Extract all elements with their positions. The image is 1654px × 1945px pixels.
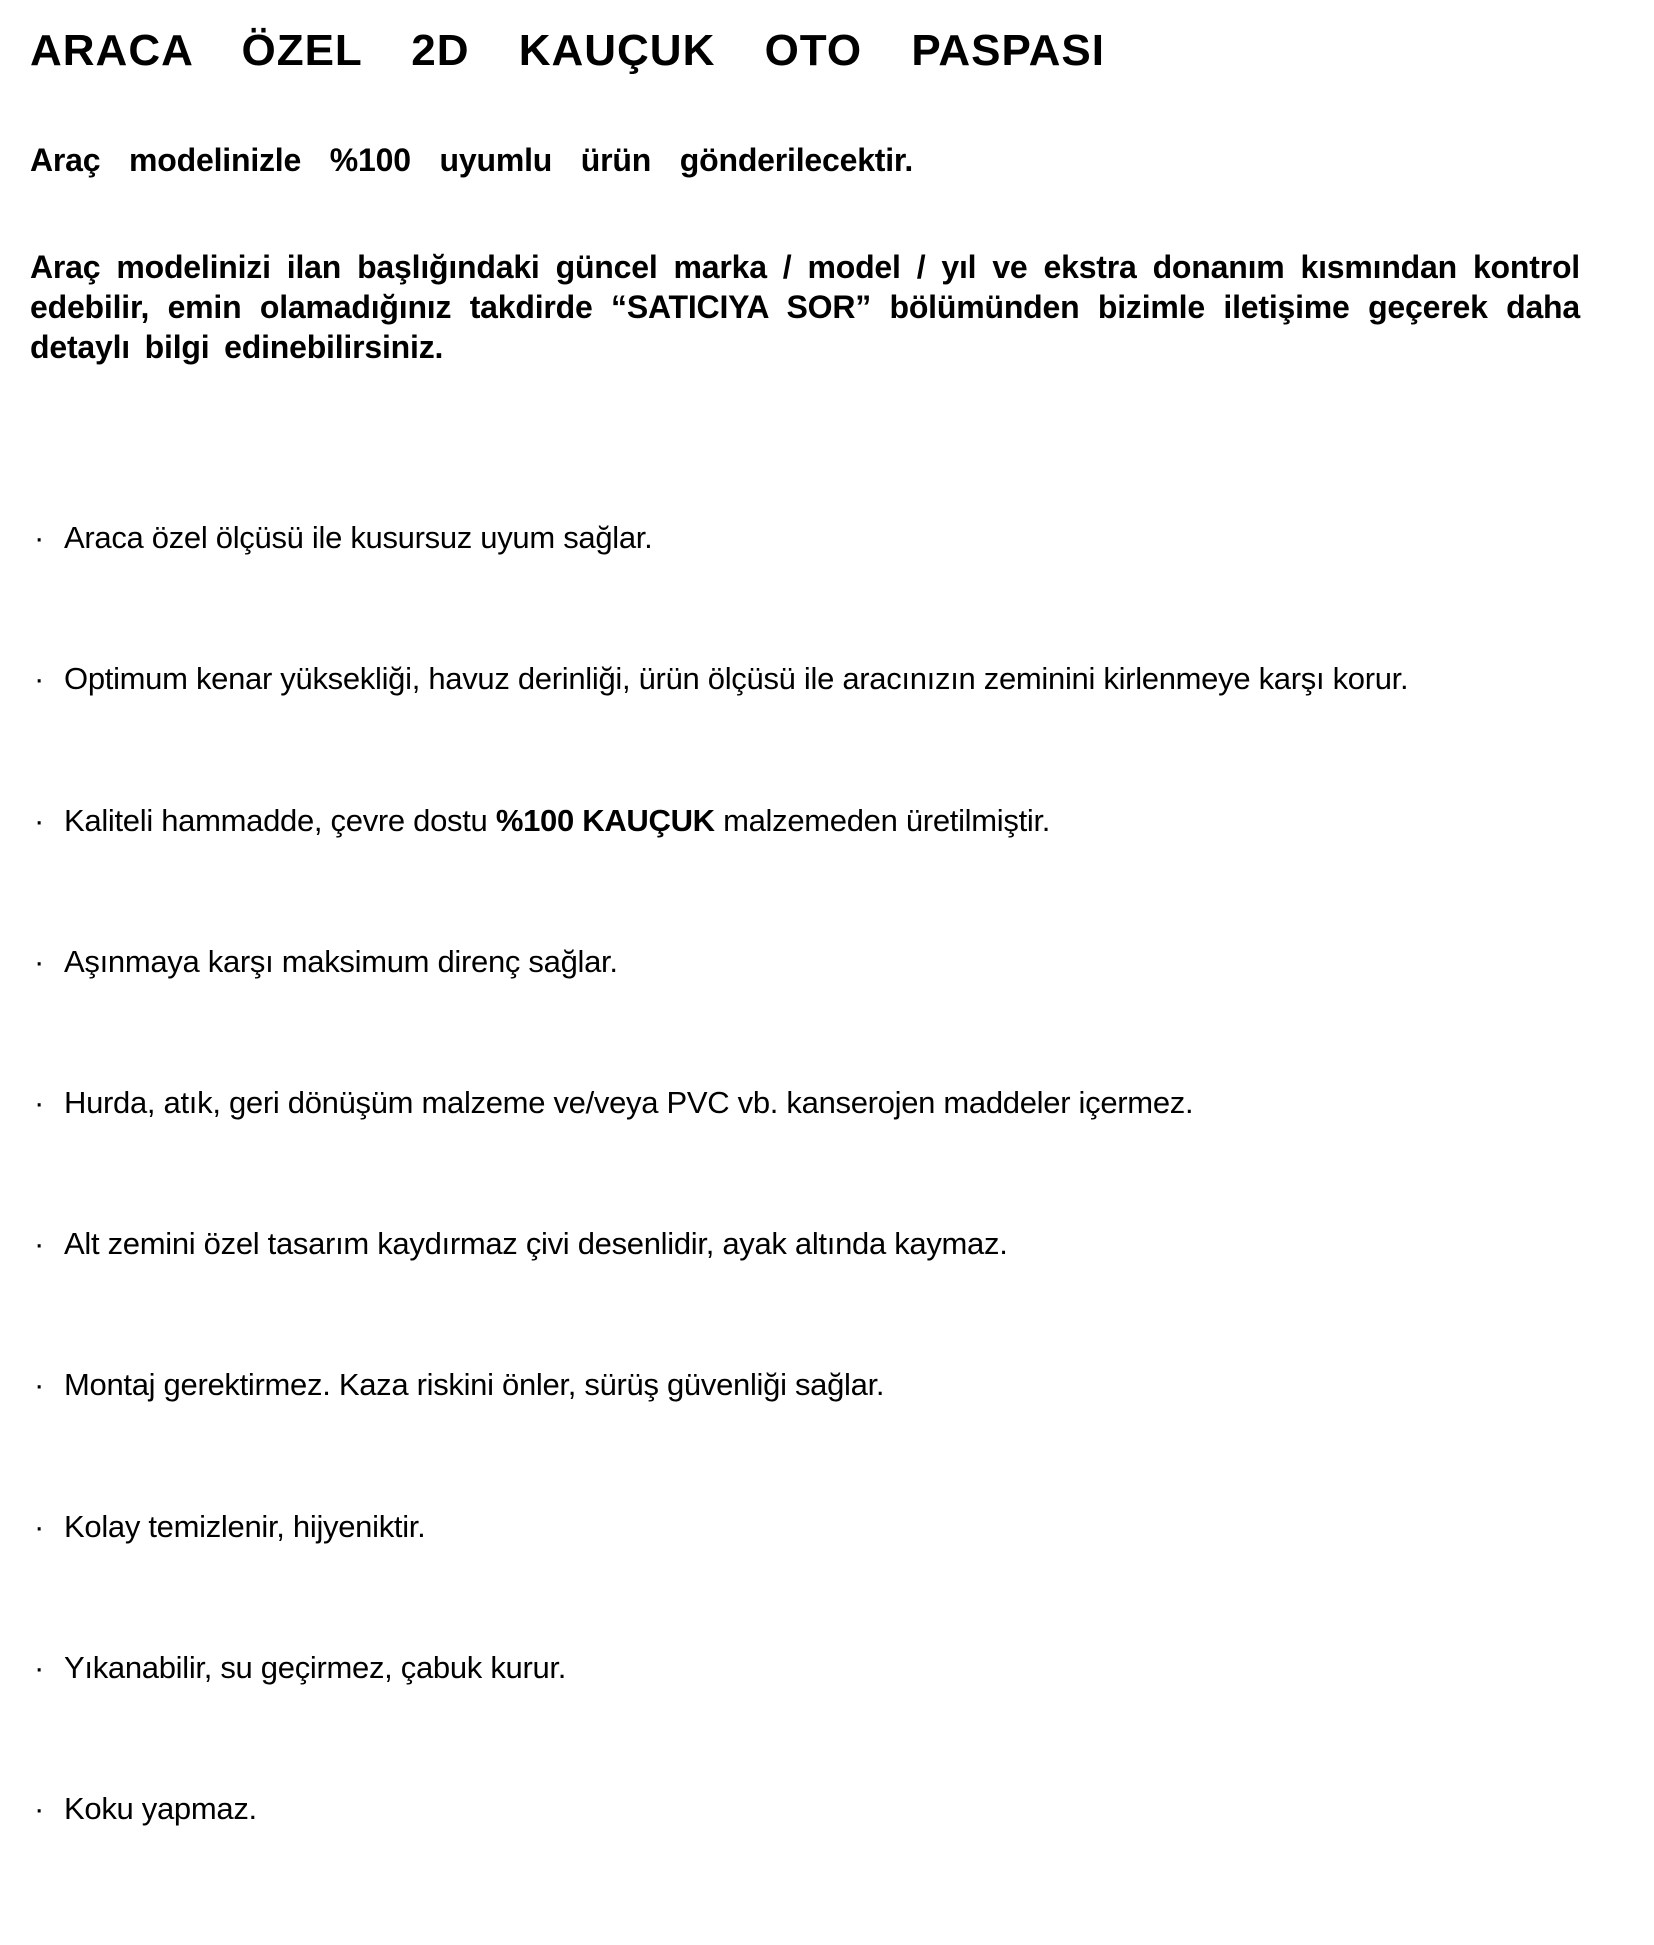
list-item (30, 660, 1580, 697)
intro-paragraph-model-check: Araç modelinizi ilan başlığındaki güncel marka / model / yıl ve ekstra donanım kısmından kontrol edebilir, emin olamadığınız takdirde “SATICIYA SOR” bölümünden bizimle iletişime geçerek daha detaylı bilgi edinebilirsiniz. (30, 249, 1580, 365)
feature-text: Koku yapmaz. (64, 1790, 257, 1826)
feature-text: Aşınmaya karşı maksimum direnç sağlar. (64, 943, 618, 979)
bullet-dot-icon: · (34, 1508, 45, 1544)
bullet-dot-icon: · (34, 1790, 45, 1826)
feature-list (30, 519, 1580, 1827)
list-item (30, 1508, 1580, 1545)
list-item (30, 1084, 1580, 1121)
bullet-dot-icon: · (34, 1367, 45, 1403)
feature-text: Alt zemini özel tasarım kaydırmaz çivi desenlidir, ayak altında kaymaz. (64, 1226, 1008, 1262)
bullet-dot-icon: · (34, 943, 45, 979)
list-item (30, 943, 1580, 980)
bullet-dot-icon: · (34, 520, 45, 556)
bullet-dot-icon: · (34, 1649, 45, 1685)
feature-text: Kaliteli hammadde, çevre dostu %100 KAUÇUK malzemeden üretilmiştir. (64, 802, 1051, 838)
bullet-dot-icon: · (34, 802, 45, 838)
list-item (30, 1225, 1580, 1262)
bullet-dot-icon: · (34, 1085, 45, 1121)
bullet-dot-icon: · (34, 1226, 45, 1262)
feature-text: Optimum kenar yüksekliği, havuz derinliği, ürün ölçüsü ile aracınızın zeminini kirlenmeye karşı korur. (64, 661, 1409, 697)
list-item (30, 802, 1580, 839)
bullet-dot-icon: · (34, 661, 45, 697)
page-title: ARACA ÖZEL 2D KAUÇUK OTO PASPASI (30, 26, 1105, 75)
list-item (30, 1649, 1580, 1686)
list-item (30, 519, 1580, 556)
list-item (30, 1366, 1580, 1403)
feature-text: Kolay temizlenir, hijyeniktir. (64, 1508, 426, 1544)
feature-text: Hurda, atık, geri dönüşüm malzeme ve/veya PVC vb. kanserojen maddeler içermez. (64, 1085, 1194, 1121)
feature-text: Montaj gerektirmez. Kaza riskini önler, sürüş güvenliği sağlar. (64, 1367, 885, 1403)
intro-paragraph-compatibility: Araç modelinizle %100 uyumlu ürün gönderilecektir. (30, 141, 914, 178)
feature-text: Yıkanabilir, su geçirmez, çabuk kurur. (64, 1649, 567, 1685)
list-item (30, 1790, 1580, 1827)
feature-text: Araca özel ölçüsü ile kusursuz uyum sağlar. (64, 520, 653, 556)
